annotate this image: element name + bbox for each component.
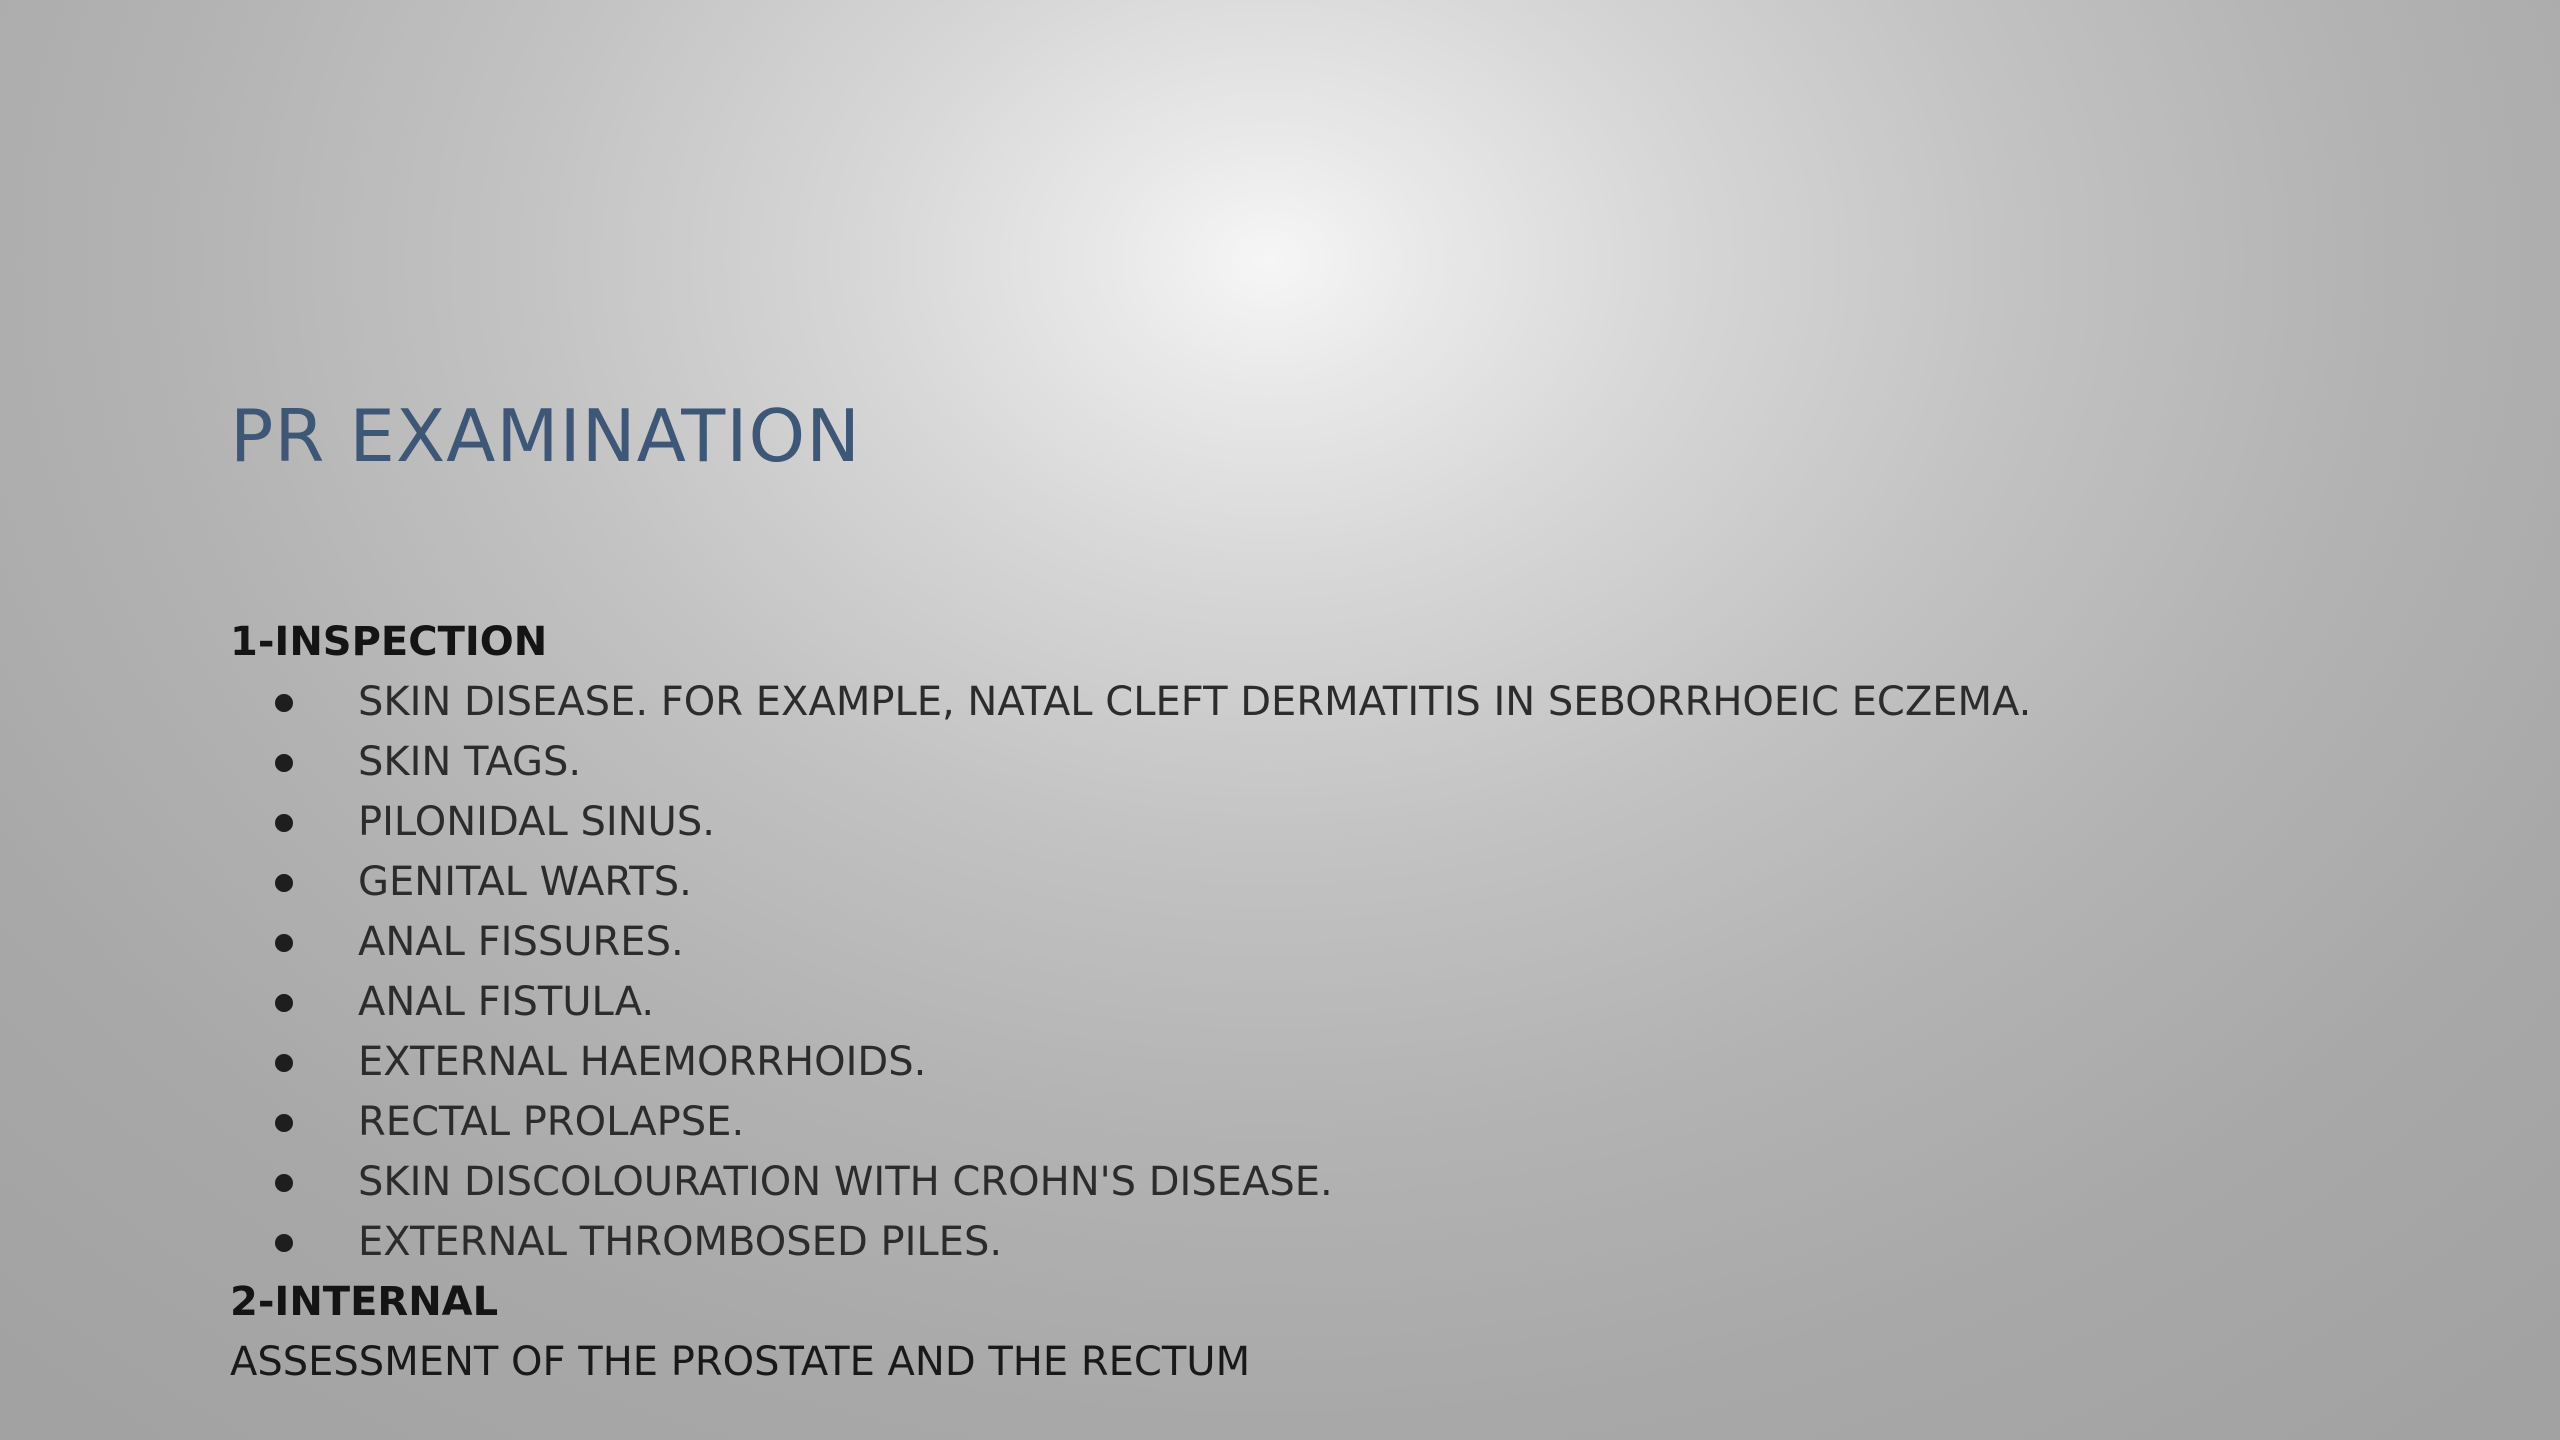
slide-content [230, 612, 2480, 1392]
list-item [230, 972, 2480, 1032]
list-item-text: SKIN TAGS. [358, 739, 582, 785]
inspection-heading: 1-INSPECTION [230, 619, 548, 665]
list-item-text: EXTERNAL HAEMORRHOIDS. [358, 1039, 927, 1085]
bullet-dot-icon [275, 1054, 293, 1072]
bullet-dot-icon [275, 1174, 293, 1192]
list-item-text: SKIN DISCOLOURATION WITH CROHN'S DISEASE. [358, 1159, 1333, 1205]
list-item [230, 732, 2480, 792]
bullet-dot-icon [275, 1114, 293, 1132]
list-item-text: ANAL FISSURES. [358, 919, 684, 965]
slide-title: PR EXAMINATION [230, 394, 862, 478]
internal-heading: 2-INTERNAL [230, 1279, 499, 1325]
list-item-text: EXTERNAL THROMBOSED PILES. [358, 1219, 1003, 1265]
list-item [230, 792, 2480, 852]
bullet-dot-icon [275, 934, 293, 952]
bullet-dot-icon [275, 1234, 293, 1252]
inspection-list [230, 672, 2480, 1272]
list-item-text: GENITAL WARTS. [358, 859, 692, 905]
list-item [230, 672, 2480, 732]
bullet-dot-icon [275, 694, 293, 712]
list-item [230, 852, 2480, 912]
bullet-dot-icon [275, 814, 293, 832]
list-item [230, 912, 2480, 972]
list-item-text: SKIN DISEASE. FOR EXAMPLE, NATAL CLEFT DERMATITIS IN SEBORRHOEIC ECZEMA. [358, 679, 2032, 725]
list-item [230, 1032, 2480, 1092]
list-item [230, 1152, 2480, 1212]
bullet-dot-icon [275, 874, 293, 892]
list-item-text: PILONIDAL SINUS. [358, 799, 715, 845]
list-item-text: RECTAL PROLAPSE. [358, 1099, 745, 1145]
bullet-dot-icon [275, 754, 293, 772]
bullet-dot-icon [275, 994, 293, 1012]
list-item [230, 1092, 2480, 1152]
list-item [230, 1212, 2480, 1272]
internal-description: ASSESSMENT OF THE PROSTATE AND THE RECTUM [230, 1339, 1251, 1385]
list-item-text: ANAL FISTULA. [358, 979, 655, 1025]
